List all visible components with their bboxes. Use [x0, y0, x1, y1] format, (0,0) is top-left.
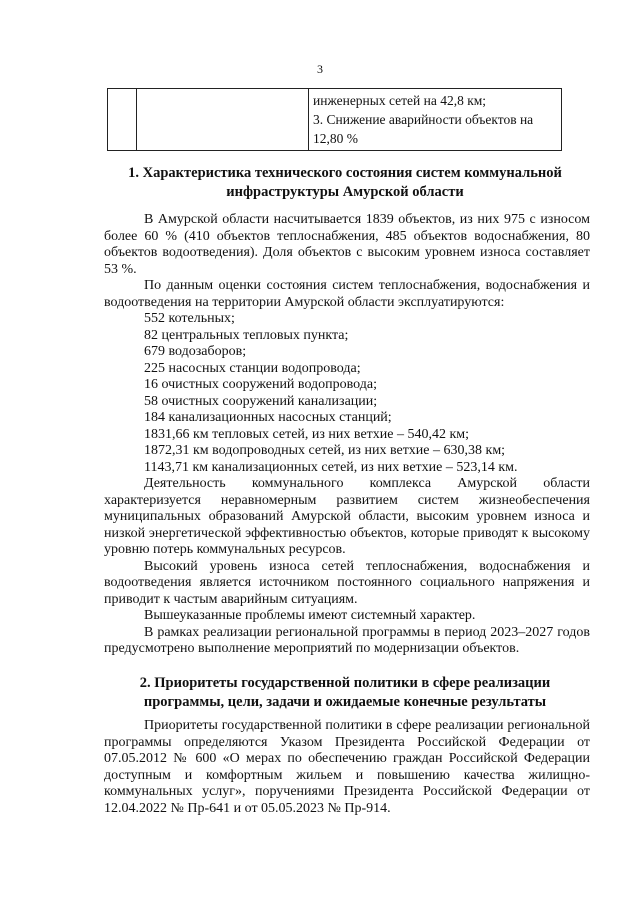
table-cell-number: [108, 89, 137, 151]
section1-heading-line1: 1. Характеристика технического состояния систем коммунальной: [128, 165, 562, 181]
list-item: 82 центральных тепловых пункта;: [144, 327, 349, 343]
paragraph: В Амурской области насчитывается 1839 объектов, из них 975 с износом более 60 % (410 объектов теплоснабжения, 485 объектов водоснабжения, 80 объектов водоотведения). Доля объектов с высоким уровнем износа составляет 53 %.: [104, 212, 590, 277]
section1-heading: [100, 164, 590, 202]
page-number: 3: [317, 62, 323, 76]
table-line: 3. Снижение аварийности объектов на: [313, 112, 534, 127]
list-item: 679 водозаборов;: [144, 344, 247, 359]
paragraph: Вышеуказанные проблемы имеют системный характер.: [144, 608, 476, 623]
list-item: 1143,71 км канализационных сетей, из них ветхие – 523,14 км.: [144, 459, 518, 475]
section1-body: [104, 212, 590, 658]
table-line: 12,80 %: [313, 131, 358, 146]
list-item: 16 очистных сооружений водопровода;: [144, 377, 377, 392]
table-cell-content: [309, 89, 562, 151]
list-item: 1872,31 км водопроводных сетей, из них ветхие – 630,38 км;: [144, 443, 506, 458]
list-item: 58 очистных сооружений канализации;: [144, 393, 378, 409]
section2-heading-line1: 2. Приоритеты государственной политики в сфере реализации: [139, 675, 551, 691]
section2-heading: [100, 674, 590, 712]
paragraph: Деятельность коммунального комплекса Амурской области характеризуется неравномерным развитием систем жизнеобеспечения муниципальных образований Амурской области, высоким уровнем износа и низкой энергетической эффективностью объектов, которые приводят к высокому уровню потерь коммунальных ресурсов.: [104, 476, 590, 557]
section2-body: [104, 718, 590, 817]
list-item: 225 насосных станции водопровода;: [144, 360, 361, 376]
section1-heading-line2: инфраструктуры Амурской области: [226, 184, 464, 200]
table-row: [108, 89, 562, 151]
list-item: 184 канализационных насосных станций;: [144, 410, 392, 425]
continuation-table: [107, 88, 562, 151]
paragraph: В рамках реализации региональной программы в период 2023–2027 годов предусмотрено выполнение мероприятий по модернизации объектов.: [104, 624, 590, 656]
section2-heading-line2: программы, цели, задачи и ожидаемые конечные результаты: [143, 694, 547, 710]
paragraph: Высокий уровень износа сетей теплоснабжения, водоснабжения и водоотведения является источником постоянного социального напряжения и приводит к частым аварийным ситуациям.: [104, 558, 590, 607]
table-cell-label: [137, 89, 309, 151]
paragraph: Приоритеты государственной политики в сфере реализации региональной программы определяются Указом Президента Российской Федерации от 07.05.2012 № 600 «О мерах по обеспечению граждан Российской Федерации доступным и комфортным жильем и повышению качества жилищно-коммунальных услуг», поручениями Президента Российской Федерации от 12.04.2022 № Пр-641 и от 05.05.2023 № Пр-914.: [104, 718, 590, 816]
paragraph: По данным оценки состояния систем теплоснабжения, водоснабжения и водоотведения на территории Амурской области эксплуатируются:: [104, 278, 590, 310]
list-item: 552 котельных;: [144, 311, 235, 326]
table-line: инженерных сетей на 42,8 км;: [313, 93, 487, 108]
list-item: 1831,66 км тепловых сетей, из них ветхие – 540,42 км;: [144, 426, 470, 442]
